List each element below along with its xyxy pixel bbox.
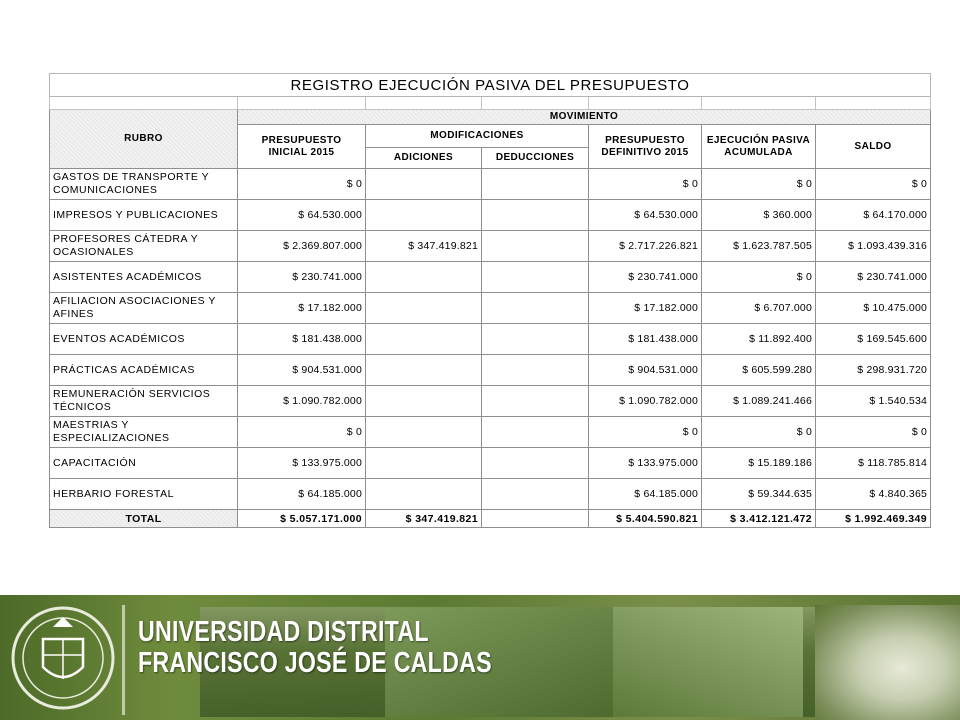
rubro-cell: PROFESORES CÁTEDRA Y OCASIONALES — [50, 231, 238, 262]
table-row — [50, 231, 931, 262]
table-row — [50, 417, 931, 448]
definitivo-cell: $ 17.182.000 — [589, 293, 702, 324]
adiciones-cell — [366, 386, 482, 417]
inicial-cell: $ 0 — [238, 169, 366, 200]
inicial-cell: $ 64.185.000 — [238, 479, 366, 510]
inicial-cell: $ 0 — [238, 417, 366, 448]
saldo-cell: $ 4.840.365 — [816, 479, 931, 510]
header-movimiento: MOVIMIENTO — [238, 110, 931, 125]
definitivo-cell: $ 64.185.000 — [589, 479, 702, 510]
total-deducciones — [482, 510, 589, 528]
adiciones-cell — [366, 355, 482, 386]
definitivo-cell: $ 1.090.782.000 — [589, 386, 702, 417]
saldo-cell: $ 0 — [816, 169, 931, 200]
ejecucion-cell: $ 0 — [702, 417, 816, 448]
rubro-cell: IMPRESOS Y PUBLICACIONES — [50, 200, 238, 231]
total-label: TOTAL — [50, 510, 238, 528]
definitivo-cell: $ 181.438.000 — [589, 324, 702, 355]
definitivo-cell: $ 2.717.226.821 — [589, 231, 702, 262]
rubro-cell: AFILIACION ASOCIACIONES Y AFINES — [50, 293, 238, 324]
rubro-cell: CAPACITACIÓN — [50, 448, 238, 479]
table-row — [50, 262, 931, 293]
campus-tree-photo — [613, 607, 803, 717]
header-presupuesto-inicial: PRESUPUESTO INICIAL 2015 — [238, 125, 366, 169]
saldo-cell: $ 0 — [816, 417, 931, 448]
deducciones-cell — [482, 293, 589, 324]
adiciones-cell — [366, 293, 482, 324]
table-row — [50, 293, 931, 324]
ejecucion-cell: $ 11.892.400 — [702, 324, 816, 355]
definitivo-cell: $ 133.975.000 — [589, 448, 702, 479]
saldo-cell: $ 1.540.534 — [816, 386, 931, 417]
inicial-cell: $ 1.090.782.000 — [238, 386, 366, 417]
adiciones-cell — [366, 324, 482, 355]
inicial-cell: $ 133.975.000 — [238, 448, 366, 479]
inicial-cell: $ 64.530.000 — [238, 200, 366, 231]
inicial-cell: $ 904.531.000 — [238, 355, 366, 386]
table-row — [50, 355, 931, 386]
ejecucion-cell: $ 1.623.787.505 — [702, 231, 816, 262]
ejecucion-cell: $ 360.000 — [702, 200, 816, 231]
inicial-cell: $ 230.741.000 — [238, 262, 366, 293]
table-row — [50, 200, 931, 231]
banner-divider — [122, 605, 125, 715]
ejecucion-cell: $ 605.599.280 — [702, 355, 816, 386]
inicial-cell: $ 2.369.807.000 — [238, 231, 366, 262]
table-row — [50, 324, 931, 355]
adiciones-cell — [366, 448, 482, 479]
adiciones-cell — [366, 169, 482, 200]
university-name — [138, 617, 492, 679]
budget-table — [49, 73, 931, 528]
ejecucion-cell: $ 15.189.186 — [702, 448, 816, 479]
definitivo-cell: $ 230.741.000 — [589, 262, 702, 293]
total-saldo: $ 1.992.469.349 — [816, 510, 931, 528]
table-row — [50, 448, 931, 479]
deducciones-cell — [482, 169, 589, 200]
inicial-cell: $ 181.438.000 — [238, 324, 366, 355]
definitivo-cell: $ 0 — [589, 169, 702, 200]
rubro-cell: REMUNERACIÓN SERVICIOS TÉCNICOS — [50, 386, 238, 417]
definitivo-cell: $ 64.530.000 — [589, 200, 702, 231]
total-row — [50, 510, 931, 528]
saldo-cell: $ 10.475.000 — [816, 293, 931, 324]
total-definitivo: $ 5.404.590.821 — [589, 510, 702, 528]
saldo-cell: $ 64.170.000 — [816, 200, 931, 231]
header-adiciones: ADICIONES — [366, 148, 482, 169]
adiciones-cell — [366, 200, 482, 231]
table-body — [50, 169, 931, 510]
saldo-cell: $ 169.545.600 — [816, 324, 931, 355]
deducciones-cell — [482, 386, 589, 417]
saldo-cell: $ 298.931.720 — [816, 355, 931, 386]
ejecucion-cell: $ 1.089.241.466 — [702, 386, 816, 417]
saldo-cell: $ 118.785.814 — [816, 448, 931, 479]
rubro-cell: PRÁCTICAS ACADÉMICAS — [50, 355, 238, 386]
saldo-cell: $ 1.093.439.316 — [816, 231, 931, 262]
table-title: REGISTRO EJECUCIÓN PASIVA DEL PRESUPUESTO — [50, 74, 931, 97]
definitivo-cell: $ 904.531.000 — [589, 355, 702, 386]
university-name-line1: UNIVERSIDAD DISTRITAL — [138, 616, 429, 648]
ejecucion-cell: $ 59.344.635 — [702, 479, 816, 510]
deducciones-cell — [482, 324, 589, 355]
adiciones-cell — [366, 479, 482, 510]
rubro-cell: ASISTENTES ACADÉMICOS — [50, 262, 238, 293]
rubro-cell: HERBARIO FORESTAL — [50, 479, 238, 510]
inicial-cell: $ 17.182.000 — [238, 293, 366, 324]
adiciones-cell — [366, 417, 482, 448]
header-ejecucion: EJECUCIÓN PASIVA ACUMULADA — [702, 125, 816, 169]
table-row — [50, 386, 931, 417]
deducciones-cell — [482, 231, 589, 262]
university-banner — [0, 595, 960, 720]
header-saldo: SALDO — [816, 125, 931, 169]
total-inicial: $ 5.057.171.000 — [238, 510, 366, 528]
total-adiciones: $ 347.419.821 — [366, 510, 482, 528]
deducciones-cell — [482, 448, 589, 479]
ejecucion-cell: $ 6.707.000 — [702, 293, 816, 324]
definitivo-cell: $ 0 — [589, 417, 702, 448]
spacer-row — [50, 97, 931, 110]
adiciones-cell: $ 347.419.821 — [366, 231, 482, 262]
adiciones-cell — [366, 262, 482, 293]
deducciones-cell — [482, 355, 589, 386]
table-row — [50, 169, 931, 200]
deducciones-cell — [482, 479, 589, 510]
deducciones-cell — [482, 262, 589, 293]
deducciones-cell — [482, 417, 589, 448]
ejecucion-cell: $ 0 — [702, 169, 816, 200]
ejecucion-cell: $ 0 — [702, 262, 816, 293]
university-seal-icon — [8, 599, 118, 717]
deducciones-cell — [482, 200, 589, 231]
university-name-line2: FRANCISCO JOSÉ DE CALDAS — [138, 647, 492, 679]
table-row — [50, 479, 931, 510]
francisco-jose-de-caldas-portrait — [815, 605, 960, 720]
rubro-cell: GASTOS DE TRANSPORTE Y COMUNICACIONES — [50, 169, 238, 200]
header-rubro: RUBRO — [50, 110, 238, 169]
saldo-cell: $ 230.741.000 — [816, 262, 931, 293]
header-presupuesto-definitivo: PRESUPUESTO DEFINITIVO 2015 — [589, 125, 702, 169]
header-modificaciones: MODIFICACIONES — [366, 125, 589, 148]
total-ejecucion: $ 3.412.121.472 — [702, 510, 816, 528]
rubro-cell: EVENTOS ACADÉMICOS — [50, 324, 238, 355]
header-deducciones: DEDUCCIONES — [482, 148, 589, 169]
rubro-cell: MAESTRIAS Y ESPECIALIZACIONES — [50, 417, 238, 448]
